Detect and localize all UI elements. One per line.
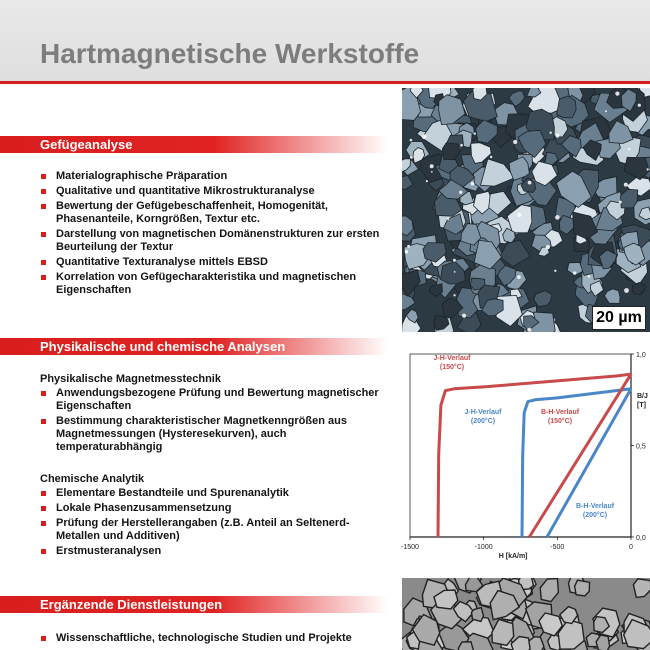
grain-highlight (527, 328, 531, 332)
grain-highlight (490, 156, 492, 158)
annotation-label: B-H-Verlauf (540, 409, 580, 416)
grain-shape (621, 189, 638, 208)
grain-highlight (619, 201, 622, 204)
list-item: Bewertung der Gefügebeschaffenheit, Homogenität, Phasenanteile, Korngrößen, Textur etc. (40, 200, 380, 226)
grain-highlight (513, 140, 517, 144)
list-item: Bestimmung charakteristischer Magnetkenngrößen aus Magnetmessungen (Hysteresekurven), auch temperaturabhängig (40, 415, 380, 454)
subheading-magnetmesstechnik: Physikalische Magnetmesstechnik (40, 373, 221, 385)
grain-highlight (615, 92, 619, 96)
grain-highlight (588, 275, 591, 278)
list-item: Elementare Bestandteile und Spurenanalytik (40, 487, 380, 500)
grain-highlight (605, 110, 607, 112)
grain-highlight (628, 148, 630, 150)
list-item: Erstmusteranalysen (40, 545, 380, 558)
y-tick-label: 0,5 (636, 443, 646, 451)
grain-shape (402, 176, 413, 191)
grain-shape (492, 619, 514, 645)
micrograph-grain-structure (402, 88, 650, 332)
annotation-label: (150°C) (547, 418, 573, 425)
list-item: Quantitative Texturanalyse mittels EBSD (40, 256, 380, 269)
y-tick-label: 0,0 (636, 535, 646, 542)
grain-highlight (410, 156, 413, 159)
grain-highlight (517, 213, 521, 217)
grain-highlight (431, 171, 433, 173)
x-tick-label: -500 (550, 544, 565, 551)
annotation-label: (200°C) (582, 512, 608, 519)
micrograph-bottom (402, 578, 650, 650)
list-item: Darstellung von magnetischen Domänenstrukturen zur ersten Beurteilung der Textur (40, 228, 380, 254)
grain-shape (604, 289, 620, 304)
y-axis-label: B/J (637, 393, 648, 400)
grain-shape (540, 579, 558, 602)
section-title: Gefügeanalyse (40, 137, 133, 152)
magnetmesstechnik-list (40, 387, 380, 456)
annotation-label: (150°C) (439, 364, 465, 371)
x-tick-label: -1000 (474, 544, 493, 551)
list-item: Anwendungsbezogene Prüfung und Bewertung magnetischer Eigenschaften (40, 387, 380, 413)
micrograph-image-2 (402, 578, 650, 650)
x-axis-label: H [kA/m] (498, 553, 528, 560)
list-item: Prüfung der Herstellerangaben (z.B. Anteil an Seltenerd-Metallen und Additiven) (40, 517, 380, 543)
x-tick-label: 0 (629, 544, 633, 551)
y-tick-label: 1,0 (636, 352, 646, 359)
grain-shape (429, 284, 442, 297)
grain-highlight (471, 182, 475, 186)
grain-highlight (573, 271, 576, 274)
grain-shape (534, 291, 553, 307)
grain-highlight (460, 144, 463, 147)
grain-highlight (638, 104, 641, 107)
scale-bar-label: 20 µm (592, 306, 646, 330)
grain-highlight (454, 271, 456, 273)
grain-highlight (453, 259, 456, 262)
grain-shape (458, 642, 473, 650)
grain-highlight (453, 294, 455, 296)
section-title: Ergänzende Dienstleistungen (40, 597, 223, 612)
grain-highlight (528, 181, 532, 185)
grain-highlight (550, 132, 552, 134)
grain-shape (472, 608, 484, 622)
grain-highlight (624, 288, 629, 293)
list-item: Lokale Phasenzusammensetzung (40, 502, 380, 515)
grain-highlight (556, 134, 560, 138)
grain-shape (633, 579, 650, 598)
page-header (0, 0, 650, 84)
grain-shape (632, 283, 645, 295)
chemische-analytik-list (40, 487, 380, 560)
list-item: Wissenschaftliche, technologische Studien und Projekte (40, 632, 380, 645)
list-item: Qualitative und quantitative Mikrostrukturanalyse (40, 185, 380, 198)
grain-highlight (624, 183, 628, 187)
grain-highlight (405, 250, 409, 254)
section-title: Physikalische und chemische Analysen (40, 339, 286, 354)
grain-shape (402, 270, 420, 296)
subheading-chemische-analytik: Chemische Analytik (40, 473, 145, 485)
grain-highlight (462, 314, 466, 318)
hysteresis-chart-svg (400, 348, 650, 566)
grain-highlight (647, 168, 649, 170)
grain-shape (442, 143, 459, 160)
grain-shape (507, 205, 532, 233)
section-header-gefuegeanalyse (0, 136, 388, 153)
grain-highlight (426, 180, 428, 182)
annotation-label: (200°C) (470, 418, 496, 425)
list-item: Korrelation von Gefügecharakteristika und magnetischen Eigenschaften (40, 271, 380, 297)
grain-highlight (546, 245, 550, 249)
grain-shape (557, 96, 577, 118)
micrograph-image (402, 88, 650, 332)
grain-highlight (410, 139, 413, 142)
grain-highlight (407, 245, 410, 248)
grain-highlight (422, 134, 427, 139)
grain-highlight (447, 218, 449, 220)
hysteresis-chart (400, 348, 650, 566)
annotation-label: J-H-Verlauf (433, 355, 471, 362)
annotation-label: B-H-Verlauf (575, 503, 615, 510)
section-header-ergaenzende-dienstleistungen (0, 596, 388, 613)
grain-highlight (459, 191, 462, 194)
ergaenzende-list (40, 632, 380, 647)
grain-shape (559, 215, 574, 234)
grain-highlight (554, 270, 556, 272)
y-axis-label: [T] (637, 402, 646, 409)
grain-highlight (430, 164, 434, 168)
page-title: Hartmagnetische Werkstoffe (40, 38, 420, 69)
annotation-label: J-H-Verlauf (464, 409, 502, 416)
header-divider (0, 81, 650, 84)
list-item: Materialographische Präparation (40, 170, 380, 183)
gefuegeanalyse-list (40, 170, 380, 299)
section-header-physikalische-chemische-analysen (0, 338, 388, 355)
grain-highlight (555, 215, 560, 220)
grain-shape (575, 580, 590, 596)
grain-highlight (517, 275, 521, 279)
grain-highlight (474, 133, 476, 135)
x-tick-label: -1500 (401, 544, 419, 551)
